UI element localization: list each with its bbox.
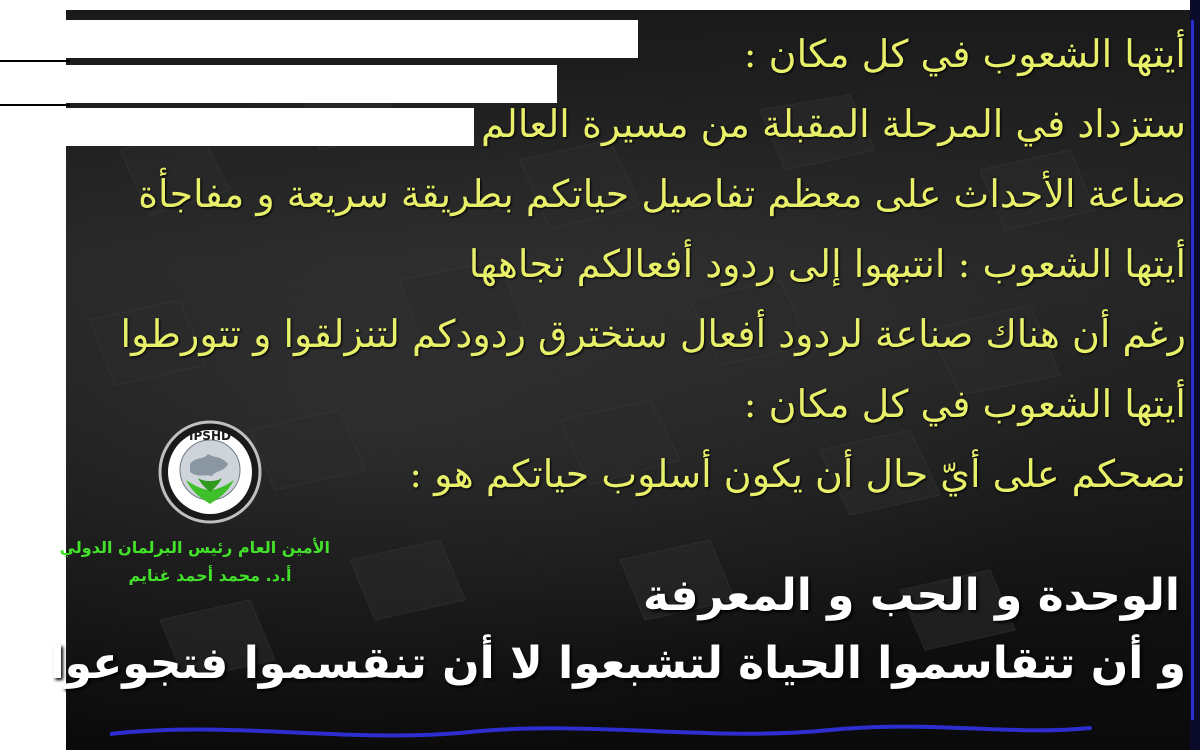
wave-underline bbox=[110, 710, 1110, 750]
top-white-strip bbox=[66, 0, 1200, 10]
poem-line: أيتها الشعوب في كل مكان : bbox=[743, 382, 1186, 426]
poem-block bbox=[120, 28, 1186, 518]
logo-text: IPSHD bbox=[189, 429, 231, 443]
poem-line: نصحكم على أيّ حال أن يكون أسلوب حياتكم هو : bbox=[409, 452, 1186, 496]
credit-name: أ.د. محمد أحمد غنايم bbox=[128, 566, 292, 585]
poem-line: أيتها الشعوب : انتبهوا إلى ردود أفعالكم تجاهها bbox=[468, 242, 1186, 286]
globe-hands-logo-icon bbox=[158, 420, 262, 524]
divider-line-1 bbox=[0, 60, 70, 62]
poem-line: أيتها الشعوب في كل مكان : bbox=[743, 32, 1186, 76]
poem-line: صناعة الأحداث على معظم تفاصيل حياتكم بطريقة سريعة و مفاجأة bbox=[138, 172, 1186, 216]
credit-title: الأمين العام رئيس البرلمان الدولي bbox=[59, 538, 330, 557]
divider-line-2 bbox=[0, 104, 70, 106]
right-blue-line bbox=[1191, 20, 1194, 720]
highlight-line-1: الوحدة و الحب و المعرفة bbox=[643, 570, 1180, 621]
poem-line: ستزداد في المرحلة المقبلة من مسيرة العالم bbox=[480, 102, 1186, 146]
poem-line: رغم أن هناك صناعة لردود أفعال ستخترق ردودكم لتنزلقوا و تتورطوا bbox=[120, 312, 1186, 356]
highlight-line-2: و أن تتقاسموا الحياة لتشبعوا لا أن تنقسموا فتجوعوا bbox=[49, 638, 1186, 689]
